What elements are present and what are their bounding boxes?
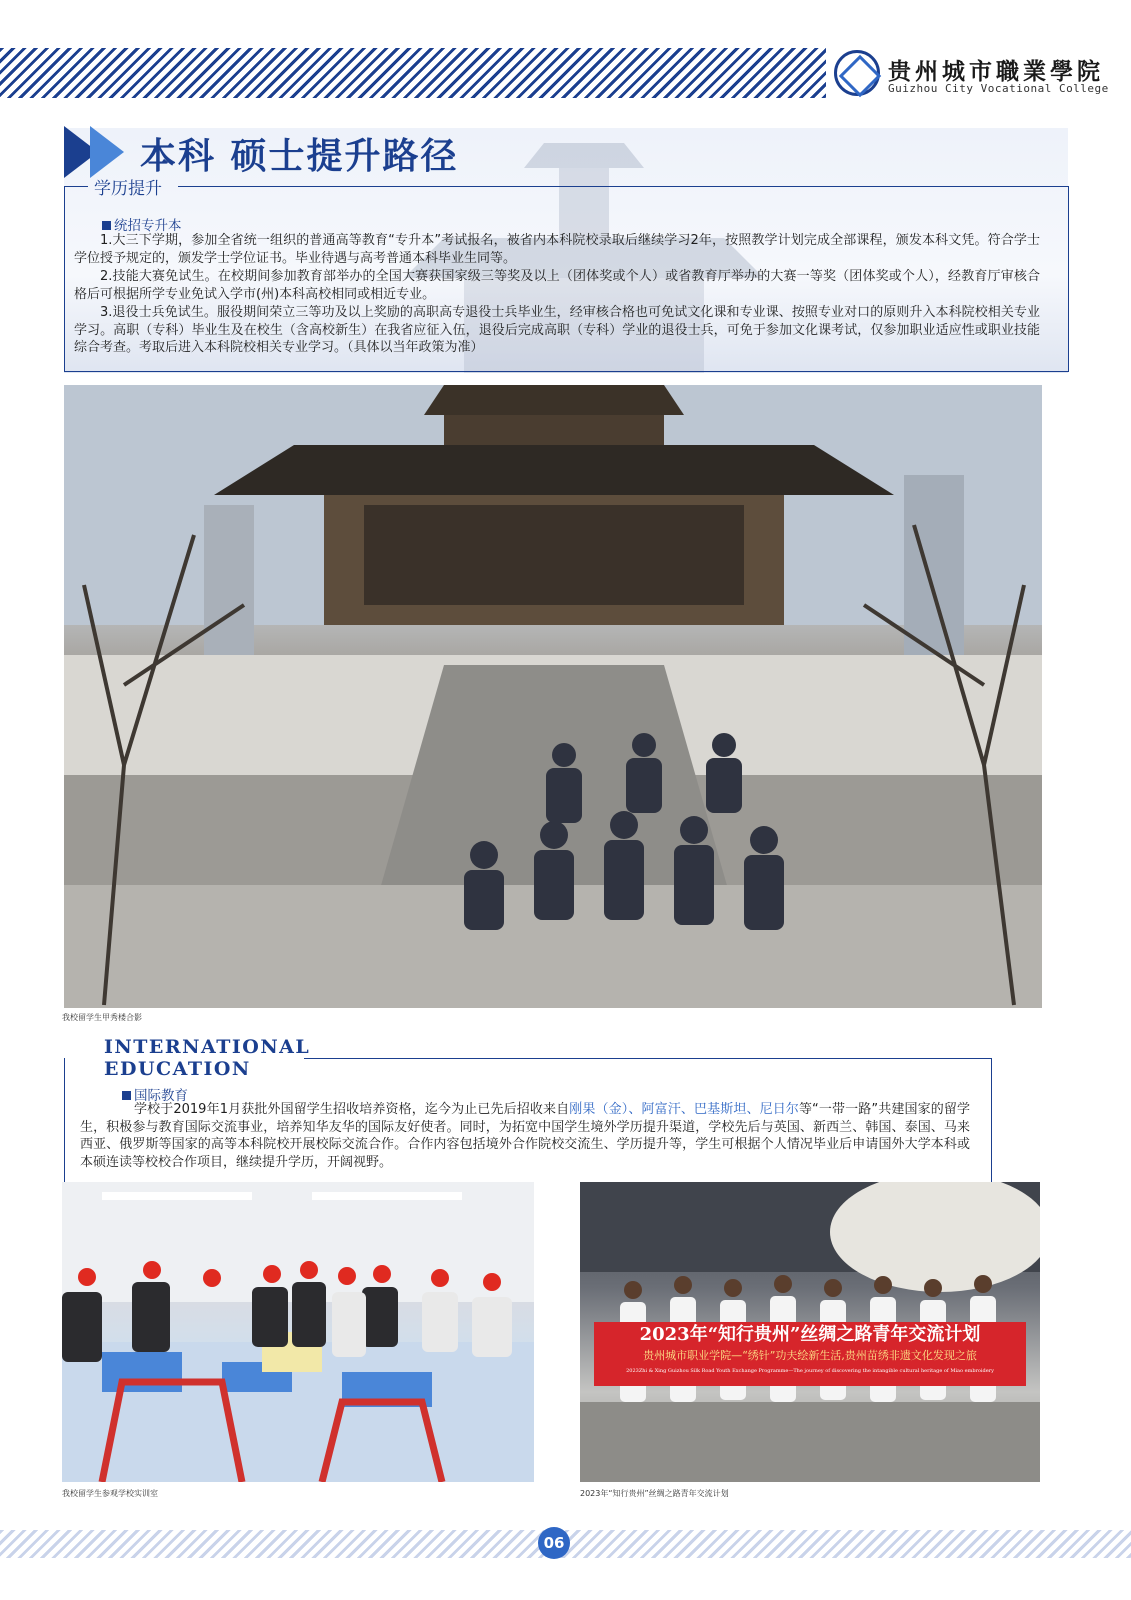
section-subtitle: 学历提升: [94, 179, 162, 199]
header-stripes: [0, 48, 826, 98]
training-room-photo: [62, 1182, 534, 1482]
paragraph-1: 1.大三下学期，参加全省统一组织的普通高等教育“专升本”考试报名，被省内本科院校录取后继续学习2年，按照教学计划完成全部课程，颁发本科文凭。符合学士学位授予规定的，颁发学士学位证书。毕业待遇与高考普通本科毕业生同等。: [74, 233, 1040, 266]
intl-title-line2: EDUCATION: [104, 1058, 251, 1080]
intl-para-part-1: 学校于2019年1月获批外国留学生招收培养资格，迄今为止已先后招收来自: [134, 1102, 570, 1117]
intl-title-line1: INTERNATIONAL: [104, 1036, 311, 1058]
frame-line: [178, 186, 1068, 187]
college-logo-icon: [834, 50, 880, 96]
intl-para-part-2: 等“一带一路”共建国家的留学生，积极参与教育国际交流事业，培养知华友华的国际友好使者。同时，为拓宽中国学生境外学历提升渠道，学校先后与英国、新西兰、韩国、泰国、马来西亚、俄罗斯等国家的高等本科院校开展校际交流合作。合作内容包括境外合作院校交流生、学历提升等，学生可根据个人情况毕业后申请国外大学本科或本硕连读等校校合作项目，继续提升学历，开阔视野。: [80, 1102, 970, 1170]
intl-paragraph: [80, 1101, 970, 1171]
paragraph-2: 2.技能大赛免试生。在校期间参加教育部举办的全国大赛获国家级三等奖及以上（团体奖或个人）或省教育厅举办的大赛一等奖（团体奖或个人），经教育厅审核合格后可根据所学专业免试入学市(州)本科高校相同或相近专业。: [74, 269, 1040, 302]
frame-line: [1068, 186, 1069, 372]
frame-line: [64, 186, 88, 187]
page-number: 06: [538, 1527, 570, 1559]
photo-caption-b: 2023年“知行贵州”丝绸之路青年交流计划: [580, 1489, 729, 1498]
training-room-illustration: [62, 1182, 534, 1482]
paragraph-3: 3.退役士兵免试生。服役期间荣立三等功及以上奖励的高职高专退役士兵毕业生，经审核合格也可免试文化课和专业课、按照专业对口的原则升入本科院校相关专业学习。高职（专科）毕业生及在校生（含高校新生）在我省应征入伍，退役后完成高职（专科）学业的退役士兵，可免于参加文化课考试，仅参加职业适应性或职业技能综合考查。考取后进入本科院校相关专业学习。（具体以当年政策为准）: [74, 305, 1040, 356]
frame-line: [64, 371, 1069, 372]
photo-caption-main: 我校留学生甲秀楼合影: [62, 1013, 142, 1022]
frame-line: [64, 1058, 65, 1182]
page-title: 本科 硕士提升路径: [140, 136, 459, 177]
frame-line: [991, 1058, 992, 1182]
photo-caption-a: 我校留学生参观学校实训室: [62, 1489, 158, 1498]
intl-para-countries: 刚果（金）、阿富汗、巴基斯坦、尼日尔: [569, 1102, 799, 1117]
pavilion-photo-illustration: [64, 385, 1042, 1008]
subsection-heading: 统招专升本: [102, 214, 182, 234]
title-chevron-icon-2: [90, 126, 124, 178]
frame-line: [64, 186, 65, 372]
banner-line-3: 2023Zhi & Xing Guizhou Silk Road Youth Exchange Programme—The journey of discovering the intangible cultural heritage of Miao embroidery: [626, 1368, 994, 1374]
banner-line-2: 贵州城市职业学院—“绣针”功夫绘新生活,贵州苗绣非遗文化发现之旅: [643, 1349, 977, 1362]
silk-road-exchange-photo: [580, 1182, 1040, 1482]
school-name-cn: 贵州城市職業學院: [888, 58, 1104, 85]
banner-line-1: 2023年“知行贵州”丝绸之路青年交流计划: [639, 1324, 981, 1345]
exchange-banner: [594, 1322, 1026, 1386]
school-name-en: Guizhou City Vocational College: [888, 82, 1109, 95]
frame-line: [304, 1058, 992, 1059]
intl-subsection-heading: 国际教育: [122, 1084, 188, 1104]
group-photo-jiaxiu-pavilion: [64, 385, 1042, 1008]
